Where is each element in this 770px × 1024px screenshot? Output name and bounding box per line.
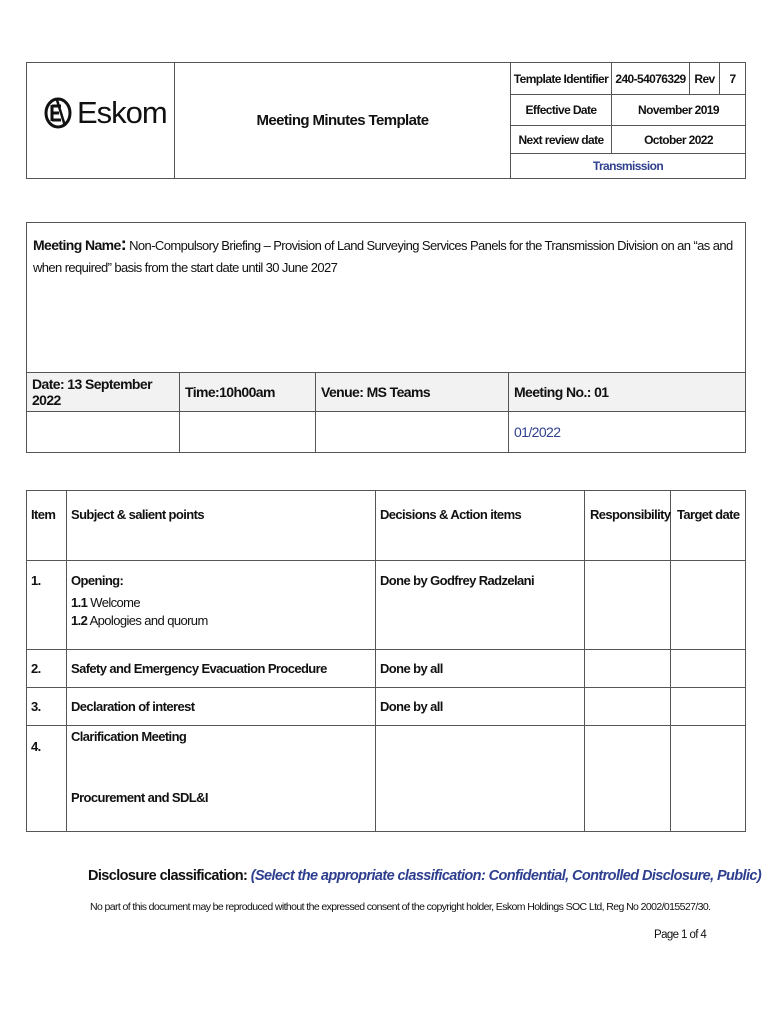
row-responsibility [585, 650, 671, 687]
row-responsibility [585, 561, 671, 649]
meeting-name-value: Non-Compulsory Briefing – Provision of Land Surveying Services Panels for the Transmission Division on an “as and when required” basis from the start date until 30 June 2027 [33, 238, 733, 275]
row-decision: Done by Godfrey Radzelani [376, 561, 585, 649]
row-subject: Safety and Emergency Evacuation Procedure [67, 650, 376, 687]
venue-value-cell [316, 412, 509, 452]
date-value-cell [27, 412, 180, 452]
header-decisions: Decisions & Action items [376, 491, 585, 560]
row-subject [67, 726, 376, 831]
header-subject: Subject & salient points [67, 491, 376, 560]
row-item-number: 3. [27, 688, 67, 725]
items-header-row [27, 491, 745, 561]
subject-secondary: Procurement and SDL&I [71, 790, 208, 805]
meeting-time: Time:10h00am [180, 373, 316, 411]
table-row [27, 688, 745, 726]
time-value-cell [180, 412, 316, 452]
meeting-details-table [26, 222, 746, 453]
meeting-date: Date: 13 September 2022 [27, 373, 180, 411]
division-label: Transmission [592, 159, 664, 173]
row-decision: Done by all [376, 688, 585, 725]
table-row [27, 726, 745, 831]
row-decision [376, 726, 585, 831]
subject-title: Opening: [71, 573, 124, 588]
row-subject [67, 561, 376, 649]
rev-value: 7 [729, 71, 736, 86]
copyright-notice: No part of this document may be reproduced without the expressed consent of the copyright holder, Eskom Holdings SOC Ltd, Reg No 2002/015527/30. [90, 901, 711, 913]
next-review-row [511, 126, 745, 154]
meeting-name-label: Meeting Name [33, 237, 121, 253]
template-identifier-label: Template Identifier [511, 63, 612, 94]
row-decision: Done by all [376, 650, 585, 687]
row-target-date [671, 561, 745, 649]
effective-date-value: November 2019 [638, 103, 719, 117]
header-responsibility: Responsibility [585, 491, 671, 560]
division-row [511, 154, 745, 178]
row-responsibility [585, 726, 671, 831]
header-target-date: Target date [677, 507, 740, 522]
logo-text: Eskom [77, 95, 167, 130]
meeting-number: Meeting No.: 01 [514, 384, 609, 400]
subject-title: Clarification Meeting [71, 729, 187, 744]
meeting-name [33, 233, 741, 279]
subpoint [71, 613, 371, 628]
document-title: Meeting Minutes Template [175, 63, 511, 178]
header-item: Item [27, 491, 67, 560]
row-item-number: 2. [27, 650, 67, 687]
subpoint [71, 595, 371, 610]
template-identifier-row [511, 63, 745, 95]
row-target-date [671, 650, 745, 687]
disclosure-label: Disclosure classification: [88, 868, 248, 884]
row-subject: Declaration of interest [67, 688, 376, 725]
row-responsibility [585, 688, 671, 725]
table-row [27, 561, 745, 650]
meeting-number-value: 01/2022 [514, 424, 561, 440]
rev-label: Rev [690, 63, 720, 94]
template-identifier-value: 240-54076329 [612, 63, 690, 94]
effective-date-row [511, 95, 745, 126]
meeting-info-row [27, 372, 745, 412]
subpoint-number: 1.2 [71, 613, 88, 628]
disclosure-value: (Select the appropriate classification: Confidential, Controlled Disclosure, Public) [250, 868, 762, 884]
meeting-name-colon: : [120, 234, 127, 254]
row-item-number: 1. [27, 561, 67, 649]
row-item-number: 4. [27, 726, 67, 831]
effective-date-label: Effective Date [511, 95, 612, 125]
header-table [26, 62, 746, 179]
meeting-values-row [27, 412, 745, 452]
subpoint-text: Apologies and quorum [89, 613, 208, 628]
eskom-logo [43, 95, 167, 131]
page-number: Page 1 of 4 [654, 929, 707, 941]
table-row [27, 650, 745, 688]
items-table [26, 490, 746, 832]
eskom-emblem-icon [43, 96, 73, 130]
next-review-value: October 2022 [644, 132, 713, 147]
subpoint-text: Welcome [90, 595, 141, 610]
row-target-date [671, 726, 745, 831]
document-meta [511, 63, 745, 178]
next-review-label: Next review date [511, 126, 612, 153]
logo-cell [27, 63, 175, 178]
disclosure-classification [88, 868, 761, 884]
subpoint-number: 1.1 [71, 595, 88, 610]
row-target-date [671, 688, 745, 725]
meeting-venue: Venue: MS Teams [316, 373, 509, 411]
